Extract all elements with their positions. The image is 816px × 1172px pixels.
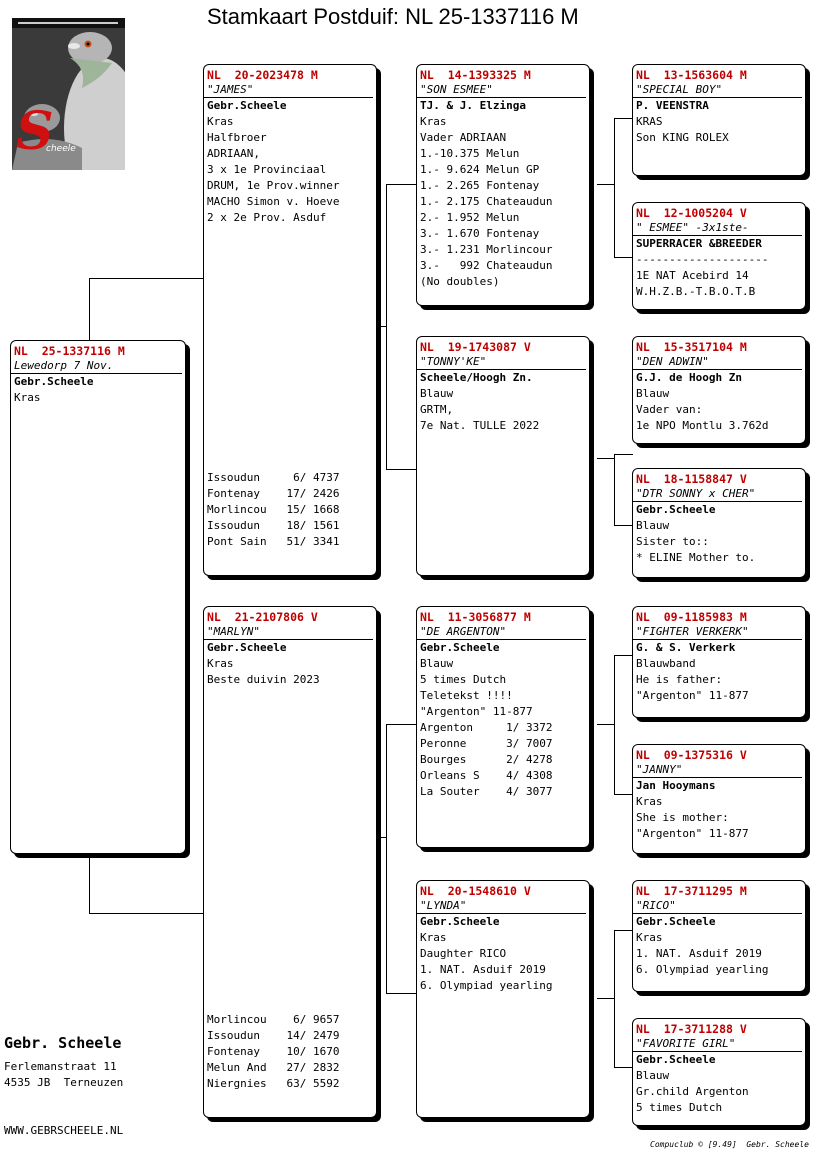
info-line: (No doubles) [420,275,500,288]
pigeon-name: "MARLYN" [204,625,373,640]
info-line: Son KING ROLEX [636,131,729,144]
owner: Gebr.Scheele [207,641,287,654]
owner: Gebr.Scheele [207,99,287,112]
pigeon-name: "TONNY'KE" [417,355,586,370]
info-line: ADRIAAN, [207,147,260,160]
info-line: 1e NPO Montlu 3.762d [636,419,769,432]
breeder-address-city: 4535 JB Terneuzen [4,1076,124,1089]
pigeon-card-fmm[interactable] [632,468,806,578]
info-line: Kras [420,931,447,944]
pigeon-card-fm[interactable] [416,336,590,576]
pigeon-name: "JAMES" [204,83,373,98]
info-line: Vader ADRIAAN [420,131,507,144]
pigeon-card-ff[interactable] [416,64,590,306]
info-line: Daughter RICO [420,947,507,960]
info-line: 2.- 1.952 Melun [420,211,520,224]
owner: Gebr.Scheele [14,375,94,388]
ring-number: NL 21-2107806 V [207,610,318,624]
owner: G.J. de Hoogh Zn [636,371,742,384]
info-line: "Argenton" 11-877 [636,827,749,840]
info-line: He is father: [636,673,723,686]
club-logo [12,18,125,170]
info-line: 6. Olympiad yearling [420,979,553,992]
owner: SUPERRACER &BREEDER [636,237,762,250]
connector-father-stub [376,326,386,327]
owner: Jan Hooymans [636,779,716,792]
race-result: Melun And 27/ 2832 [207,1061,340,1074]
connector-ff [614,118,633,258]
pigeon-card-mmm[interactable] [632,1018,806,1126]
race-result: Issoudun 14/ 2479 [207,1029,340,1042]
owner: Gebr.Scheele [420,641,500,654]
info-line: KRAS [636,115,663,128]
owner: Gebr.Scheele [420,915,500,928]
pigeon-name: "RICO" [633,899,802,914]
pigeon-name: "JANNY" [633,763,802,778]
owner: TJ. & J. Elzinga [420,99,526,112]
ring-number: NL 25-1337116 M [14,344,125,358]
ring-number: NL 14-1393325 M [420,68,531,82]
ring-number: NL 12-1005204 V [636,206,747,220]
pigeon-name: "FIGHTER VERKERK" [633,625,802,640]
info-line: She is mother: [636,811,729,824]
race-result: Pont Sain 51/ 3341 [207,535,340,548]
info-line: 1.- 2.175 Chateaudun [420,195,553,208]
logo-letter: S [16,101,54,162]
info-line: GRTM, [420,403,454,416]
footer-credit: Compuclub © [9.49] Gebr. Scheele [650,1140,809,1149]
info-line: Kras [636,795,663,808]
connector-mother [386,724,417,994]
info-line: Sister to:: [636,535,709,548]
ring-number: NL 11-3056877 M [420,610,531,624]
ring-number: NL 13-1563604 M [636,68,747,82]
info-line: MACHO Simon v. Hoeve [207,195,340,208]
logo-text: cheele [46,144,76,154]
info-line: 1. NAT. Asduif 2019 [636,947,762,960]
info-line: Kras [420,115,447,128]
race-results [207,1012,339,1092]
race-result: Issoudun 6/ 4737 [207,471,340,484]
page-title: Stamkaart Postduif: NL 25-1337116 M [207,4,579,29]
info-line: 3 x 1e Provinciaal [207,163,327,176]
pigeon-card-subject[interactable] [10,340,186,854]
info-line: 1. NAT. Asduif 2019 [420,963,546,976]
ring-number: NL 20-2023478 M [207,68,318,82]
info-line: Halfbroer [207,131,267,144]
ring-number: NL 20-1548610 V [420,884,531,898]
ring-number: NL 17-3711295 M [636,884,747,898]
pigeon-name: Lewedorp 7 Nov. [11,359,182,374]
info-line: "Argenton" 11-877 [420,705,533,718]
ring-number: NL 17-3711288 V [636,1022,747,1036]
pigeon-card-mmf[interactable] [632,880,806,992]
pigeon-card-mfm[interactable] [632,744,806,854]
info-line: Blauw [636,387,670,400]
info-line: La Souter 4/ 3077 [420,785,553,798]
owner: Scheele/Hoogh Zn. [420,371,533,384]
info-line: Peronne 3/ 7007 [420,737,553,750]
connector-fm-stub [597,458,614,459]
owner: P. VEENSTRA [636,99,709,112]
connector-mm [614,930,633,1068]
race-result: Fontenay 17/ 2426 [207,487,340,500]
owner: Gebr.Scheele [636,915,716,928]
info-line: 5 times Dutch [420,673,507,686]
race-result: Issoudun 18/ 1561 [207,519,340,532]
info-line: 1E NAT Acebird 14 [636,269,749,282]
race-result: Fontenay 10/ 1670 [207,1045,340,1058]
info-line: Bourges 2/ 4278 [420,753,553,766]
info-line: 3.- 992 Chateaudun [420,259,553,272]
ring-number: NL 15-3517104 M [636,340,747,354]
pigeon-name: "LYNDA" [417,899,586,914]
info-line: Teletekst !!!! [420,689,513,702]
ring-number: NL 18-1158847 V [636,472,747,486]
connector-father [386,184,417,470]
info-line: Kras [14,391,41,404]
owner: Gebr.Scheele [636,503,716,516]
pigeon-card-mff[interactable] [632,606,806,718]
ring-number: NL 19-1743087 V [420,340,531,354]
owner: Gebr.Scheele [636,1053,716,1066]
pigeon-card-ffm[interactable] [632,202,806,310]
pigeon-card-fff[interactable] [632,64,806,176]
info-line: Gr.child Argenton [636,1085,749,1098]
connector-mother-stub [376,837,386,838]
connector-ff-stub [597,184,614,185]
race-result: Morlincou 15/ 1668 [207,503,340,516]
info-line: 3.- 1.670 Fontenay [420,227,540,240]
connector-mf [614,655,633,795]
info-line: 3.- 1.231 Morlincour [420,243,553,256]
breeder-address-street: Ferlemanstraat 11 [4,1060,117,1073]
pigeon-name: "DE ARGENTON" [417,625,586,640]
owner: G. & S. Verkerk [636,641,736,654]
pigeon-name: "SON ESMEE" [417,83,586,98]
connector-mf-stub [597,724,614,725]
info-line: Kras [207,115,234,128]
breeder-website[interactable]: WWW.GEBRSCHEELE.NL [4,1124,124,1137]
pigeon-name: "DTR SONNY x CHER" [633,487,802,502]
info-line: Kras [207,657,234,670]
info-line: 1.- 9.624 Melun GP [420,163,540,176]
info-line: 1.- 2.265 Fontenay [420,179,540,192]
pigeon-name: "DEN ADWIN" [633,355,802,370]
pigeon-card-mm[interactable] [416,880,590,1118]
info-line: -------------------- [636,253,769,266]
info-line: Orleans S 4/ 4308 [420,769,553,782]
info-line: "Argenton" 11-877 [636,689,749,702]
ring-number: NL 09-1185983 M [636,610,747,624]
connector-fm [614,454,633,526]
pigeon-name: "FAVORITE GIRL" [633,1037,802,1052]
race-result: Niergnies 63/ 5592 [207,1077,340,1090]
info-line: 6. Olympiad yearling [636,963,769,976]
info-line: Beste duivin 2023 [207,673,320,686]
connector-mm-stub [597,998,614,999]
info-line: 7e Nat. TULLE 2022 [420,419,540,432]
ring-number: NL 09-1375316 V [636,748,747,762]
info-line: 2 x 2e Prov. Asduf [207,211,327,224]
pigeon-name: "SPECIAL BOY" [633,83,802,98]
breeder-name: Gebr. Scheele [4,1034,122,1052]
info-line: Vader van: [636,403,703,416]
pigeon-name: " ESMEE" -3x1ste- [633,221,802,236]
pigeon-card-mf[interactable] [416,606,590,848]
info-line: Argenton 1/ 3372 [420,721,553,734]
pigeon-card-fmf[interactable] [632,336,806,444]
info-line: Kras [636,931,663,944]
race-results [207,470,339,550]
info-line: W.H.Z.B.-T.B.O.T.B [636,285,756,298]
info-line: Blauw [636,519,670,532]
info-line: 5 times Dutch [636,1101,723,1114]
info-line: DRUM, 1e Prov.winner [207,179,340,192]
race-result: Morlincou 6/ 9657 [207,1013,340,1026]
info-line: 1.-10.375 Melun [420,147,520,160]
pigeon-card-father[interactable] [203,64,377,576]
pigeon-card-mother[interactable] [203,606,377,1118]
info-line: Blauw [636,1069,670,1082]
info-line: * ELINE Mother to. [636,551,756,564]
info-line: Blauwband [636,657,696,670]
info-line: Blauw [420,657,454,670]
info-line: Blauw [420,387,454,400]
